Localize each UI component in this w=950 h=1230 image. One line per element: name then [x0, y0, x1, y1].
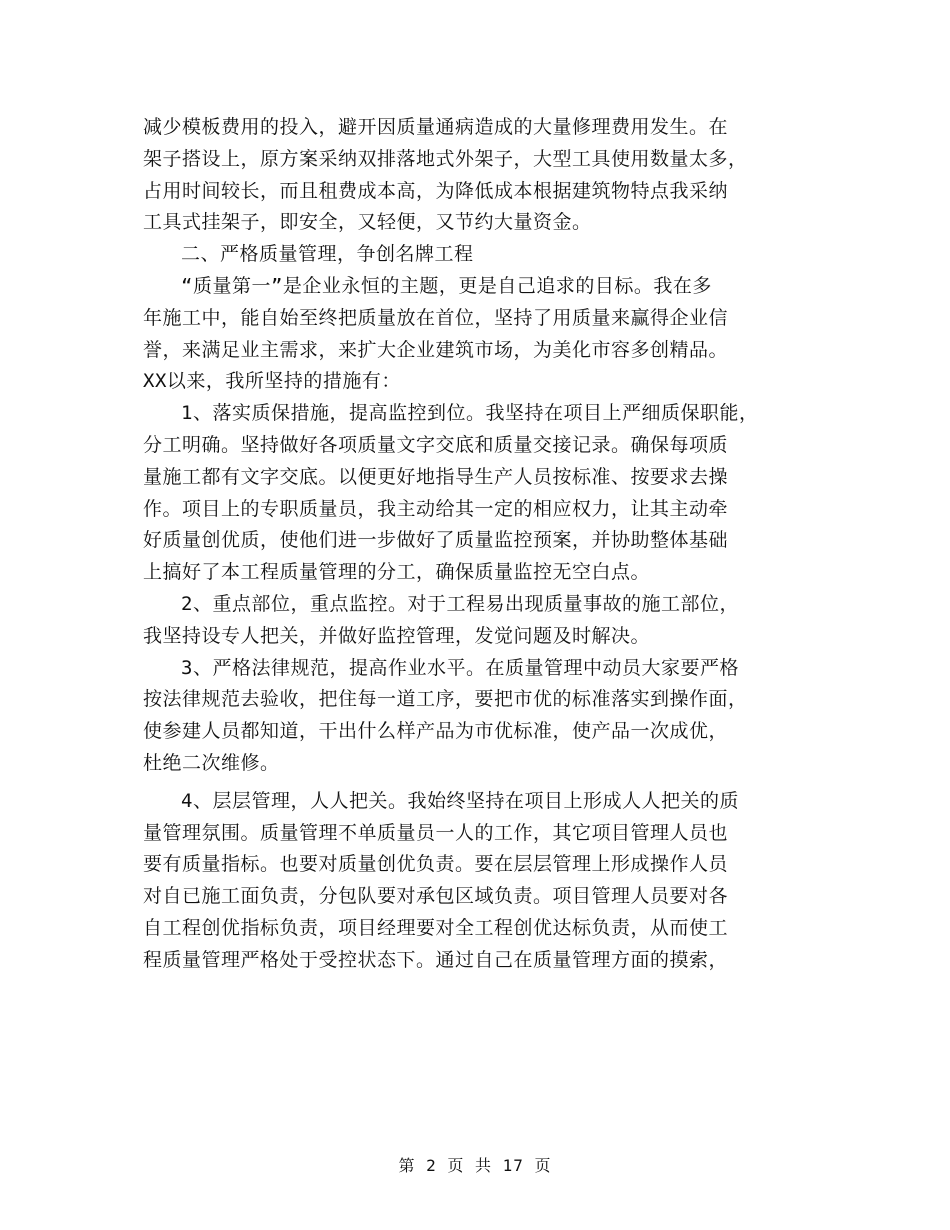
body-line-18: 3、严格法律规范，提高作业水平。在质量管理中动员大家要严格	[181, 656, 739, 679]
body-line-13: 作。项目上的专职质量员，我主动给其一定的相应权力，让其主动牵	[143, 497, 729, 520]
body-line-6: “质量第一”是企业永恒的主题，更是自己追求的目标。我在多	[181, 274, 712, 297]
body-line-9: XX以来，我所坚持的措施有：	[143, 370, 401, 393]
body-line-24: 要有质量指标。也要对质量创优负责。要在层层管理上形成操作人员	[143, 853, 729, 876]
body-line-11: 分工明确。坚持做好各项质量文字交底和质量交接记录。确保每项质	[143, 433, 729, 456]
body-line-14: 好质量创优质，使他们进一步做好了质量监控预案，并协助整体基础	[143, 529, 729, 552]
body-line-2: 架子搭设上，原方案采纳双排落地式外架子，大型工具使用数量太多，	[143, 147, 748, 170]
body-line-23: 量管理氛围。质量管理不单质量员一人的工作，其它项目管理人员也	[143, 821, 729, 844]
body-line-3: 占用时间较长，而且租费成本高，为降低成本根据建筑物特点我采纳	[143, 179, 729, 202]
body-line-19: 按法律规范去验收，把住每一道工序，要把市优的标准落实到操作面，	[143, 688, 748, 711]
document-body	[143, 112, 823, 977]
body-line-12: 量施工都有文字交底。以便更好地指导生产人员按标准、按要求去操	[143, 465, 729, 488]
body-line-25: 对自已施工面负责，分包队要对承包区域负责。项目管理人员要对各	[143, 885, 729, 908]
body-line-16: 2、重点部位，重点监控。对于工程易出现质量事故的施工部位，	[181, 592, 739, 615]
body-line-22: 4、层层管理，人人把关。我始终坚持在项目上形成人人把关的质	[181, 789, 739, 812]
body-line-8: 誉，来满足业主需求，来扩大企业建筑市场，为美化市容多创精品。	[143, 338, 729, 361]
section-heading: 二、严格质量管理，争创名牌工程	[181, 243, 474, 266]
body-line-4: 工具式挂架子，即安全，又轻便，又节约大量资金。	[143, 211, 592, 234]
page-footer: 第 2 页 共 17 页	[398, 1156, 552, 1175]
body-line-7: 年施工中，能自始至终把质量放在首位，坚持了用质量来赢得企业信	[143, 306, 729, 329]
body-line-21: 杜绝二次维修。	[143, 751, 280, 774]
body-line-1: 减少模板费用的投入，避开因质量通病造成的大量修理费用发生。在	[143, 116, 729, 138]
body-line-15: 上搞好了本工程质量管理的分工，确保质量监控无空白点。	[143, 561, 651, 584]
body-line-10: 1、落实质保措施，提高监控到位。我坚持在项目上严细质保职能，	[181, 402, 759, 425]
body-line-27: 程质量管理严格处于受控状态下。通过自己在质量管理方面的摸索，	[143, 948, 729, 971]
body-line-20: 使参建人员都知道，干出什么样产品为市优标准，使产品一次成优，	[143, 720, 729, 743]
body-line-17: 我坚持设专人把关，并做好监控管理，发觉问题及时解决。	[143, 624, 651, 647]
body-line-26: 自工程创优指标负责，项目经理要对全工程创优达标负责，从而使工	[143, 916, 729, 939]
